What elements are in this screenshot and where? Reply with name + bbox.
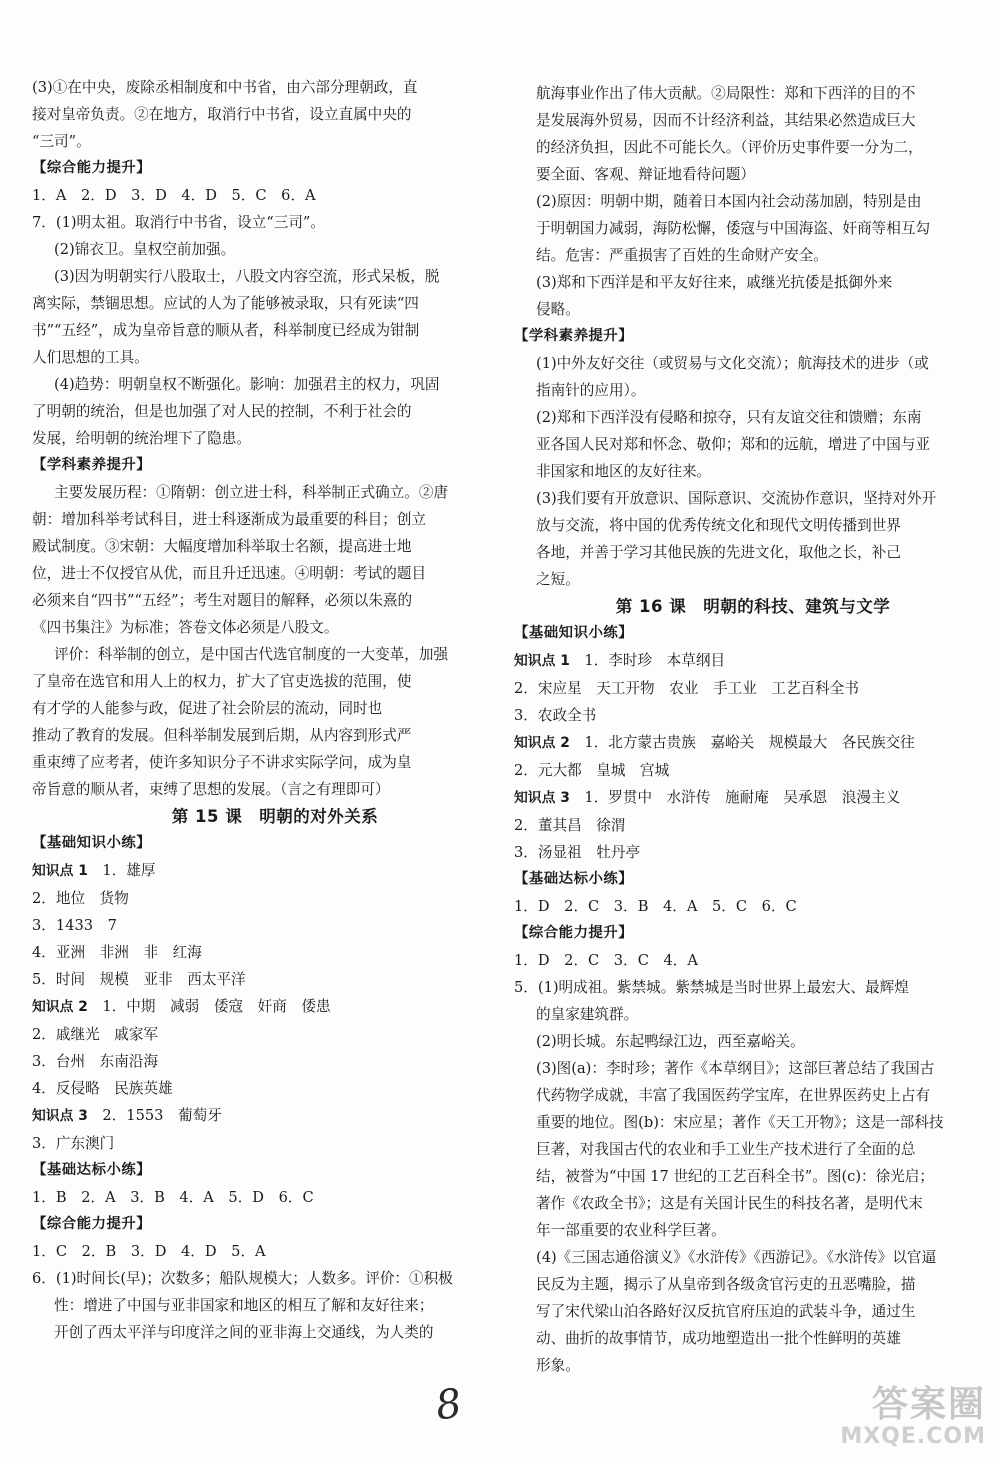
text-line: 民反为主题，揭示了从皇帝到各级贪官污吏的丑恶嘴脸，描 [536, 1276, 916, 1293]
text-line: (3)因为明朝实行八股取士，八股文内容空流，形式呆板，脱 [54, 268, 440, 285]
site-watermark [800, 1376, 990, 1454]
text-line: 4．亚洲 非洲 非 红海 [32, 944, 202, 961]
text-line: 形象。 [536, 1357, 580, 1374]
answer-text: 1．罗贯中 水浒传 施耐庵 吴承恩 浪漫主义 [584, 789, 901, 806]
section-heading: 【基础达标小练】 [514, 871, 634, 887]
text-line: 1．D 2．C 3．C 4．A [514, 952, 698, 969]
text-line: 是发展海外贸易，因而不计经济利益，其结果必然造成巨大 [536, 112, 916, 129]
answer-text: 1．李时珍 本草纲目 [584, 652, 726, 669]
text-line: (4)《三国志通俗演义》《水浒传》《西游记》。《水浒传》以官逼 [536, 1249, 937, 1266]
text-line: (2)明长城。东起鸭绿江边，西至嘉峪关。 [536, 1033, 805, 1050]
text-line: 的经济负担，因此不可能长久。（评价历史事件要一分为二， [536, 139, 923, 156]
knowledge-point-line [514, 784, 956, 812]
left-column [32, 74, 482, 1346]
text-line: “三司”。 [32, 133, 91, 150]
text-line: 《四书集注》为标准；答卷文体必须是八股文。 [32, 619, 339, 636]
text-line: (1)中外友好交往（或贸易与文化交流）；航海技术的进步（或 [536, 355, 929, 372]
text-line: 之短。 [536, 571, 580, 588]
section-heading: 【综合能力提升】 [32, 160, 152, 176]
text-line: (2)锦衣卫。皇权空前加强。 [54, 241, 236, 258]
knowledge-point-label: 知识点 2 [514, 735, 570, 751]
text-line: 重束缚了应考者，使许多知识分子不讲求实际学问，成为皇 [32, 754, 412, 771]
text-line: 代药物学成就，丰富了我国医药学宝库，在世界医药史上占有 [536, 1087, 931, 1104]
answer-text: 1．北方蒙古贵族 嘉峪关 规模最大 各民族交往 [584, 734, 915, 751]
knowledge-point-label: 知识点 3 [32, 1108, 88, 1124]
text-line: 4．反侵略 民族英雄 [32, 1080, 173, 1097]
text-line: 5．时间 规模 亚非 西太平洋 [32, 971, 246, 988]
answer-text: 2．1553 葡萄牙 [102, 1107, 222, 1124]
text-line: 非国家和地区的友好往来。 [536, 463, 712, 480]
knowledge-point-label: 知识点 1 [32, 863, 88, 879]
text-line: 1．C 2．B 3．D 4．D 5．A [32, 1243, 266, 1260]
text-line: 重要的地位。图(b)：宋应星；著作《天工开物》；这是一部科技 [536, 1114, 944, 1131]
text-line: 2．宋应星 天工开物 农业 手工业 工艺百科全书 [514, 680, 859, 697]
lesson-title: 第 16 课 明朝的科技、建筑与文学 [615, 597, 891, 616]
knowledge-point-line [514, 729, 956, 757]
knowledge-point-line [514, 647, 956, 675]
knowledge-point-label: 知识点 1 [514, 653, 570, 669]
text-line: 接对皇帝负责。②在地方，取消行中书省，设立直属中央的 [32, 106, 412, 123]
text-line: 位，进士不仅授官从优，而且升迁迅速。④明朝：考试的题目 [32, 565, 427, 582]
section-heading: 【学科素养提升】 [32, 457, 152, 473]
text-line: 7．(1)明太祖。取消行中书省，设立“三司”。 [32, 214, 325, 231]
knowledge-point-label: 知识点 2 [32, 999, 88, 1015]
text-line: 2．董其昌 徐渭 [514, 817, 626, 834]
text-line: 侵略。 [536, 301, 580, 318]
text-line: 必须来自“四书”“五经”；考生对题目的解释，必须以朱熹的 [32, 592, 413, 609]
text-line: (2)原因：明朝中期，随着日本国内社会动荡加剧，特别是由 [536, 193, 922, 210]
text-line: (2)郑和下西洋没有侵略和掠夺，只有友谊交往和馈赠；东南 [536, 409, 922, 426]
text-line: 评价：科举制的创立，是中国古代选官制度的一大变革，加强 [54, 646, 449, 663]
text-line: (4)趋势：明朝皇权不断强化。影响：加强君主的权力，巩固 [54, 376, 440, 393]
text-line: 3．汤显祖 牡丹亭 [514, 844, 641, 861]
text-line: 有才学的人能参与政，促进了社会阶层的流动，同时也 [32, 700, 383, 717]
text-line: 发展，给明朝的统治埋下了隐患。 [32, 430, 251, 447]
text-line: 于明朝国力减弱，海防松懈，倭寇与中国海盗、奸商等相互勾 [536, 220, 931, 237]
text-line: (3)郑和下西洋是和平友好往来，戚继光抗倭是抵御外来 [536, 274, 893, 291]
text-line: 1．A 2．D 3．D 4．D 5．C 6．A [32, 187, 316, 204]
section-heading: 【基础知识小练】 [514, 625, 634, 641]
text-line: 开创了西太平洋与印度洋之间的亚非海上交通线，为人类的 [54, 1324, 434, 1341]
text-line: 离实际，禁锢思想。应试的人为了能够被录取，只有死读“四 [32, 295, 419, 312]
text-line: 1．B 2．A 3．B 4．A 5．D 6．C [32, 1189, 314, 1206]
section-heading: 【学科素养提升】 [514, 328, 634, 344]
knowledge-point-label: 知识点 3 [514, 790, 570, 806]
lesson-title: 第 15 课 明朝的对外关系 [171, 807, 379, 826]
text-line: 亚各国人民对郑和怀念、敬仰；郑和的远航，增进了中国与亚 [536, 436, 931, 453]
page-number: 8 [432, 1380, 465, 1430]
text-line: 朝：增加科举考试科目，进士科逐渐成为最重要的科目；创立 [32, 511, 427, 528]
section-heading: 【综合能力提升】 [514, 925, 634, 941]
text-line: 巨著，对我国古代的农业和手工业生产技术进行了全面的总 [536, 1141, 916, 1158]
section-heading: 【基础知识小练】 [32, 835, 152, 851]
right-column [514, 80, 956, 1379]
text-line: 5．(1)明成祖。紫禁城。紫禁城是当时世界上最宏大、最辉煌 [514, 979, 909, 996]
text-line: 了明朝的统治，但是也加强了对人民的控制，不利于社会的 [32, 403, 412, 420]
section-heading: 【基础达标小练】 [32, 1162, 152, 1178]
text-line: 航海事业作出了伟大贡献。②局限性：郑和下西洋的目的不 [536, 85, 916, 102]
section-heading: 【综合能力提升】 [32, 1216, 152, 1232]
text-line: (3)图(a)：李时珍；著作《本草纲目》；这部巨著总结了我国古 [536, 1060, 935, 1077]
text-line: 各地，并善于学习其他民族的先进文化，取他之长，补己 [536, 544, 901, 561]
text-line: 了皇帝在选官和用人上的权力，扩大了官吏选拔的范围，使 [32, 673, 412, 690]
text-line: 要全面、客观、辩证地看待问题） [536, 166, 755, 183]
knowledge-point-line [32, 1102, 482, 1130]
text-line: 2．戚继光 戚家军 [32, 1026, 159, 1043]
text-line: 帝旨意的顺从者，束缚了思想的发展。（言之有理即可） [32, 781, 390, 798]
text-line: 推动了教育的发展。但科举制发展到后期，从内容到形式严 [32, 727, 412, 744]
text-line: 结，被誉为“中国 17 世纪的工艺百科全书”。图(c)：徐光启； [536, 1168, 934, 1185]
text-line: 1．D 2．C 3．B 4．A 5．C 6．C [514, 898, 797, 915]
text-line: 3．台州 东南沿海 [32, 1053, 159, 1070]
text-line: 2．地位 货物 [32, 890, 129, 907]
text-line: 6．(1)时间长(早)；次数多；船队规模大；人数多。评价：①积极 [32, 1270, 453, 1287]
text-line: 3．1433 7 [32, 917, 117, 934]
text-line: 放与交流，将中国的优秀传统文化和现代文明传播到世界 [536, 517, 901, 534]
text-line: 年一部重要的农业科学巨著。 [536, 1222, 726, 1239]
text-line: 的皇家建筑群。 [536, 1006, 639, 1023]
answer-text: 1．雄厚 [102, 862, 156, 879]
text-line: 著作《农政全书》；这是有关国计民生的科技名著，是明代末 [536, 1195, 923, 1212]
text-line: 3．农政全书 [514, 707, 597, 724]
text-line: 2．元大都 皇城 宫城 [514, 762, 670, 779]
text-line: 写了宋代梁山泊各路好汉反抗官府压迫的武装斗争，通过生 [536, 1303, 916, 1320]
answer-text: 1．中期 减弱 倭寇 奸商 倭患 [102, 998, 331, 1015]
watermark-url: MXQE.COM [840, 1424, 986, 1449]
text-line: (3)我们要有开放意识、国际意识、交流协作意识，坚持对外开 [536, 490, 937, 507]
knowledge-point-line [32, 857, 482, 885]
text-line: 动、曲折的故事情节，成功地塑造出一批个性鲜明的英雄 [536, 1330, 901, 1347]
text-line: 主要发展历程：①隋朝：创立进士科，科举制正式确立。②唐 [54, 484, 449, 501]
knowledge-point-line [32, 993, 482, 1021]
text-line: 书”“五经”，成为皇帝旨意的顺从者，科举制度已经成为钳制 [32, 322, 420, 339]
text-line: 性：增进了中国与亚非国家和地区的相互了解和友好往来； [54, 1297, 434, 1314]
text-line: 指南针的应用）。 [536, 382, 646, 399]
text-line: 结。危害：严重损害了百姓的生命财产安全。 [536, 247, 828, 264]
text-line: 殿试制度。③宋朝：大幅度增加科举取士名额，提高进士地 [32, 538, 412, 555]
text-line: (3)①在中央，废除丞相制度和中书省，由六部分理朝政，直 [32, 79, 418, 96]
text-line: 人们思想的工具。 [32, 349, 149, 366]
watermark-logo-text: 答案圈 [871, 1384, 986, 1425]
text-line: 3．广东澳门 [32, 1135, 115, 1152]
